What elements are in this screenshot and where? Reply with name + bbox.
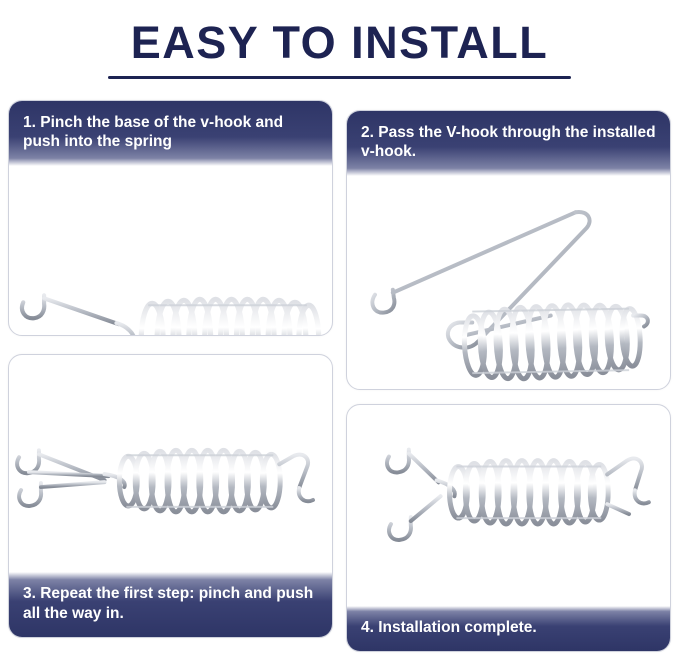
step-panel-4: [346, 404, 671, 652]
step-1-caption: [9, 101, 332, 166]
step-2-caption-text: 2. Pass the V-hook through the installed v-hook.: [361, 124, 656, 161]
step-2-caption: [347, 111, 670, 176]
header-divider: [108, 76, 571, 79]
step-3-caption: [9, 572, 332, 637]
step-panel-3: [8, 354, 333, 638]
step-panel-2: [346, 110, 671, 390]
step-4-caption-text: 4. Installation complete.: [361, 618, 537, 636]
header: [0, 0, 679, 86]
step-panel-1: [8, 100, 333, 336]
page-title: EASY TO INSTALL: [130, 17, 549, 68]
step-1-caption-text: 1. Pinch the base of the v-hook and push into the spring: [23, 114, 284, 151]
step-3-caption-text: 3. Repeat the first step: pinch and push all the way in.: [23, 585, 314, 622]
steps-grid: [8, 100, 671, 652]
step-4-caption: [347, 606, 670, 651]
